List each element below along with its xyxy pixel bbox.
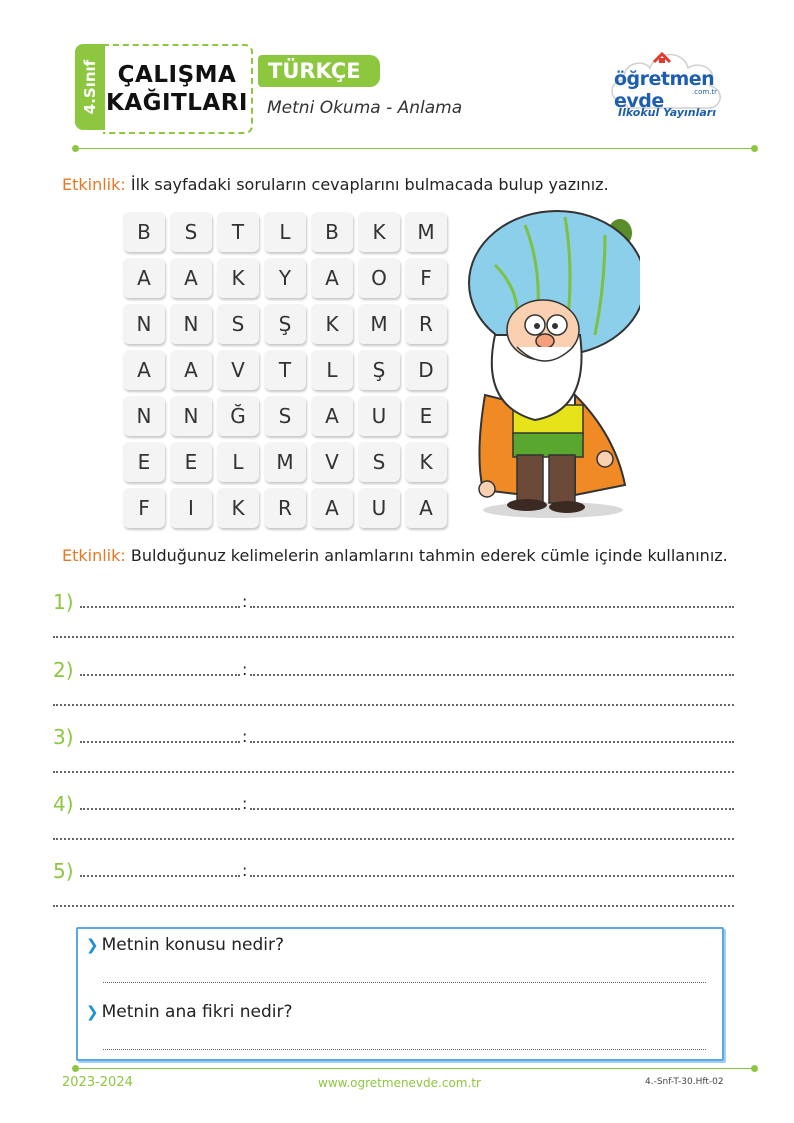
grade-label: 4.Sınıf [81,59,99,115]
grid-cell: T [217,212,259,252]
publisher-logo [604,40,728,130]
grid-cell: S [170,212,212,252]
grid-cell: A [405,488,447,528]
grid-cell: A [123,258,165,298]
word-answer-line[interactable] [80,741,240,743]
footer-divider [75,1068,755,1069]
worksheet-title [103,44,253,134]
hodja-character-icon [465,205,640,525]
activity-text: İlk sayfadaki soruların cevaplarını bulmacada bulup yazınız. [130,175,609,194]
grid-cell: R [264,488,306,528]
grid-cell: A [170,350,212,390]
footer-website[interactable]: www.ogretmenevde.com.tr [318,1076,481,1090]
activity-text: Bulduğunuz kelimelerin anlamlarını tahmin ederek cümle içinde kullanınız. [130,546,728,565]
sentence-answer-line-2[interactable] [53,636,734,638]
grid-cell: Ş [358,350,400,390]
grid-cell: L [311,350,353,390]
footer-code: 4.-Snf-T-30.Hft-02 [645,1077,724,1087]
answer-number: 1) [53,590,74,614]
word-answer-line[interactable] [80,606,240,608]
grid-cell: I [170,488,212,528]
question-1-text: Metnin konusu nedir? [101,935,285,955]
sentence-answer-line[interactable] [250,741,734,743]
divider-dot-left [72,1065,79,1072]
question-2-text: Metnin ana fikri nedir? [101,1002,293,1022]
colon-separator: : [242,660,248,679]
grade-tab [75,44,105,130]
sentence-answer-line-2[interactable] [53,771,734,773]
colon-separator: : [242,861,248,880]
title-line-1: ÇALIŞMA [117,62,237,88]
sentence-answer-line-2[interactable] [53,905,734,907]
grid-cell: F [123,488,165,528]
grid-cell: N [170,396,212,436]
grid-cell: L [217,442,259,482]
grid-cell: N [123,396,165,436]
activity-2-instruction [62,546,728,565]
word-search-grid [123,212,453,524]
activity-label: Etkinlik: [62,546,126,565]
sentence-answer-line-2[interactable] [53,704,734,706]
answer-number: 4) [53,792,74,816]
grid-cell: U [358,488,400,528]
grid-cell: E [123,442,165,482]
grid-cell: E [170,442,212,482]
grid-cell: E [405,396,447,436]
grid-cell: T [264,350,306,390]
sentence-answer-line[interactable] [250,875,734,877]
chevron-right-icon: ❯ [86,936,99,954]
grid-cell: B [311,212,353,252]
grid-cell: K [405,442,447,482]
grid-cell: M [358,304,400,344]
hodja-illustration [465,205,640,525]
answer-number: 3) [53,725,74,749]
answer-line-question-1[interactable] [103,982,706,983]
grid-cell: N [123,304,165,344]
grid-cell: D [405,350,447,390]
answer-line-question-2[interactable] [103,1049,706,1050]
colon-separator: : [242,794,248,813]
sentence-answer-line-2[interactable] [53,838,734,840]
grid-cell: K [217,258,259,298]
activity-label: Etkinlik: [62,175,126,194]
grid-cell: O [358,258,400,298]
activity-1-instruction [62,175,609,194]
chevron-right-icon: ❯ [86,1003,99,1021]
grid-cell: V [217,350,259,390]
grid-cell: K [311,304,353,344]
word-answer-line[interactable] [80,875,240,877]
grid-cell: A [311,258,353,298]
grid-cell: N [170,304,212,344]
question-2 [86,1002,293,1022]
divider-dot-left [72,145,79,152]
logo-tagline: İlkokul Yayınları [618,106,716,119]
grid-cell: M [405,212,447,252]
grid-cell: M [264,442,306,482]
question-1 [86,935,284,955]
grid-cell: V [311,442,353,482]
grid-cell: K [217,488,259,528]
title-line-2: KAĞITLARI [106,90,248,116]
grid-cell: S [217,304,259,344]
grid-cell: R [405,304,447,344]
word-answer-line[interactable] [80,808,240,810]
grid-cell: S [358,442,400,482]
grid-cell: L [264,212,306,252]
divider-dot-right [751,145,758,152]
answer-number: 5) [53,859,74,883]
word-answer-line[interactable] [80,674,240,676]
grid-cell: Y [264,258,306,298]
footer-year: 2023-2024 [62,1075,133,1090]
grid-cell: Ğ [217,396,259,436]
sentence-answer-line[interactable] [250,606,734,608]
sentence-answer-line[interactable] [250,808,734,810]
logo-domain: .com.tr [692,88,718,96]
grid-cell: A [311,396,353,436]
grid-cell: Ş [264,304,306,344]
grid-cell: A [123,350,165,390]
grid-cell: A [311,488,353,528]
logo-text: öğretmen evde [614,68,715,112]
colon-separator: : [242,592,248,611]
grid-cell: F [405,258,447,298]
grid-cell: A [170,258,212,298]
header-divider [75,148,755,149]
grid-cell: K [358,212,400,252]
grid-cell: U [358,396,400,436]
grid-cell: S [264,396,306,436]
divider-dot-right [751,1065,758,1072]
subject-badge: TÜRKÇE [258,55,380,87]
topic-title: Metni Okuma - Anlama [267,98,463,118]
sentence-answer-line[interactable] [250,674,734,676]
grid-cell: B [123,212,165,252]
answer-number: 2) [53,658,74,682]
colon-separator: : [242,727,248,746]
